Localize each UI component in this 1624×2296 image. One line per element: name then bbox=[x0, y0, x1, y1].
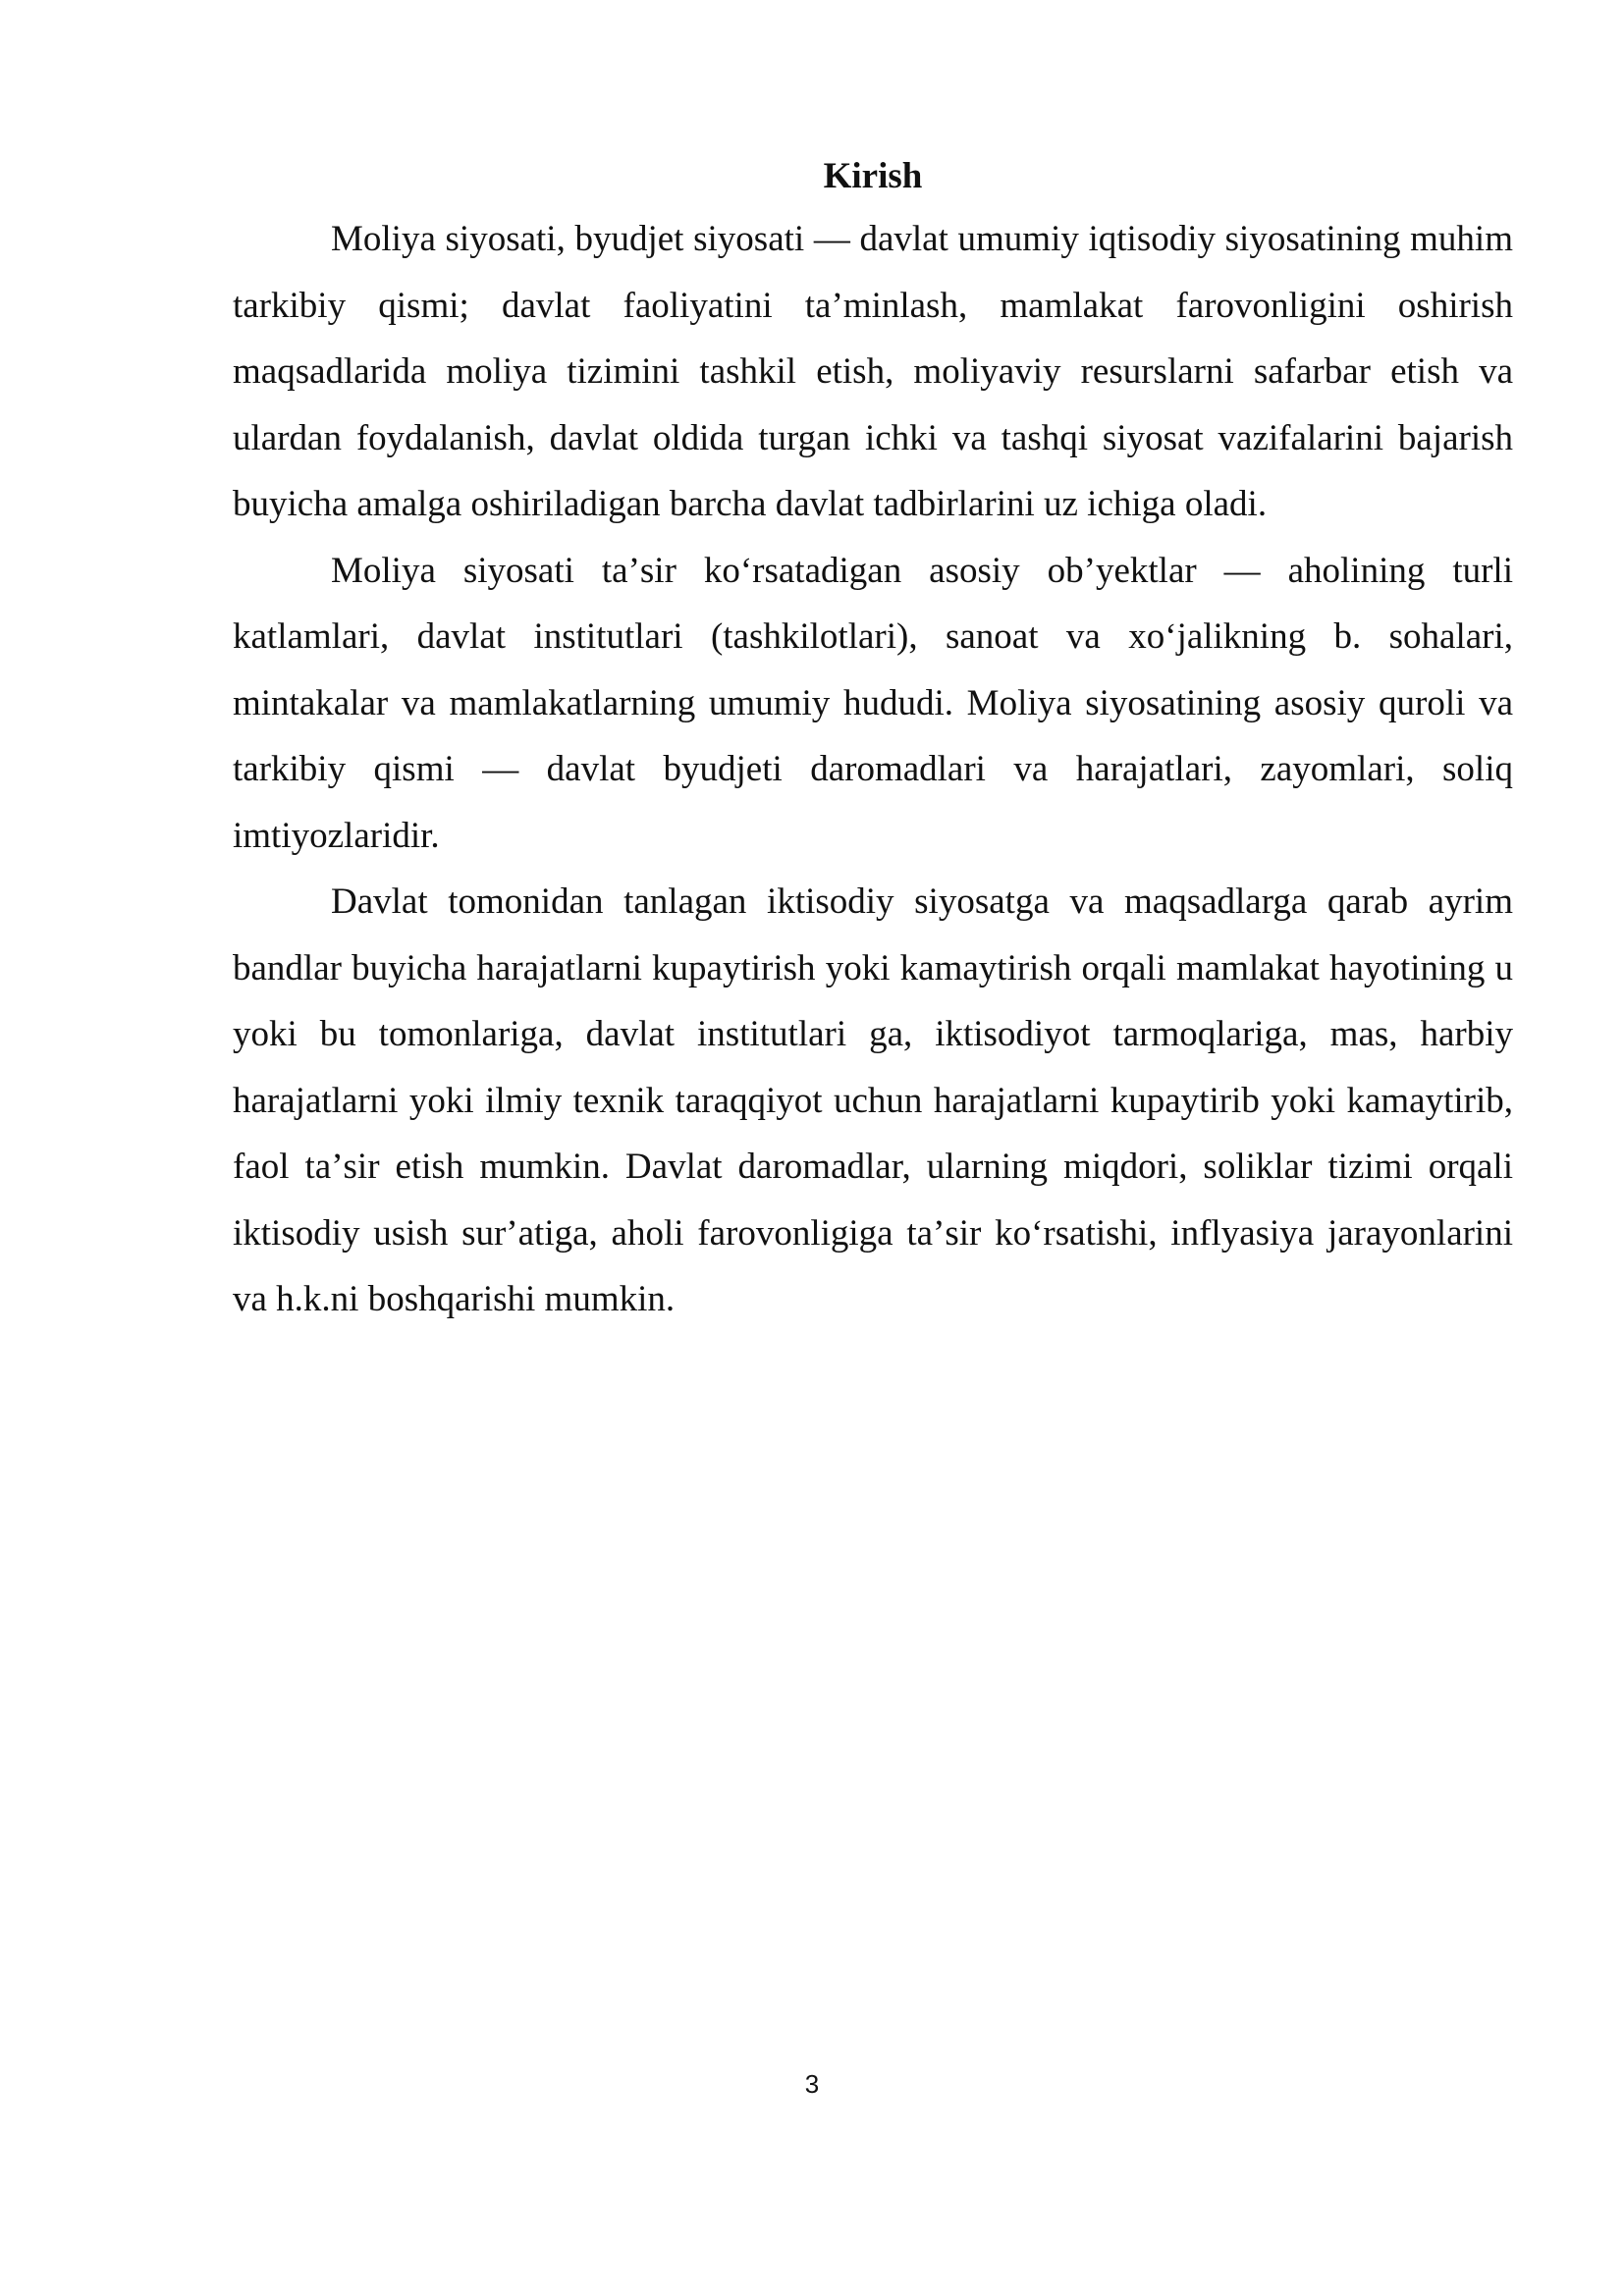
page-content bbox=[233, 147, 1513, 1333]
paragraph-2: Moliya siyosati taʼsir koʻrsatadigan asosiy obʼyektlar — aholining turli katlamlari, davlat institutlari (tashkilotlari), sanoat va xoʻjalikning b. sohalari, mintakalar va mamlakatlarning umumiy hududi. Moliya siyosatining asosiy quroli va tarkibiy qismi — davlat byudjeti daromadlari va harajatlari, zayomlari, soliq imtiyozlaridir. bbox=[233, 550, 1513, 856]
page-number: 3 bbox=[804, 2069, 820, 2099]
paragraph-3: Davlat tomonidan tanlagan iktisodiy siyosatga va maqsadlarga qarab ayrim bandlar buyicha harajatlarni kupaytirish yoki kamaytirish orqali mamlakat hayotining u yoki bu tomonlariga, davlat institutlari ga, iktisodiyot tarmoqlariga, mas, harbiy harajatlarni yoki ilmiy texnik taraqqiyot uchun harajatlarni kupaytirib yoki kamaytirib, faol taʼsir etish mumkin. Davlat daromadlar, ularning miqdori, soliklar tizimi orqali iktisodiy usish surʼatiga, aholi farovonligiga taʼsir koʻrsatishi, inflyasiya jarayonlarini va h.k.ni boshqarishi mumkin. bbox=[233, 881, 1513, 1319]
section-title: Kirish bbox=[823, 156, 923, 196]
paragraph-1: Moliya siyosati, byudjet siyosati — davlat umumiy iqtisodiy siyosatining muhim tarkibiy qismi; davlat faoliyatini taʼminlash, mamlakat farovonligini oshirish maqsadlarida moliya tizimini tashkil etish, moliyaviy resurslarni safarbar etish va ulardan foydalanish, davlat oldida turgan ichki va tashqi siyosat vazifalarini bajarish buyicha amalga oshiriladigan barcha davlat tadbirlarini uz ichiga oladi. bbox=[233, 219, 1513, 524]
